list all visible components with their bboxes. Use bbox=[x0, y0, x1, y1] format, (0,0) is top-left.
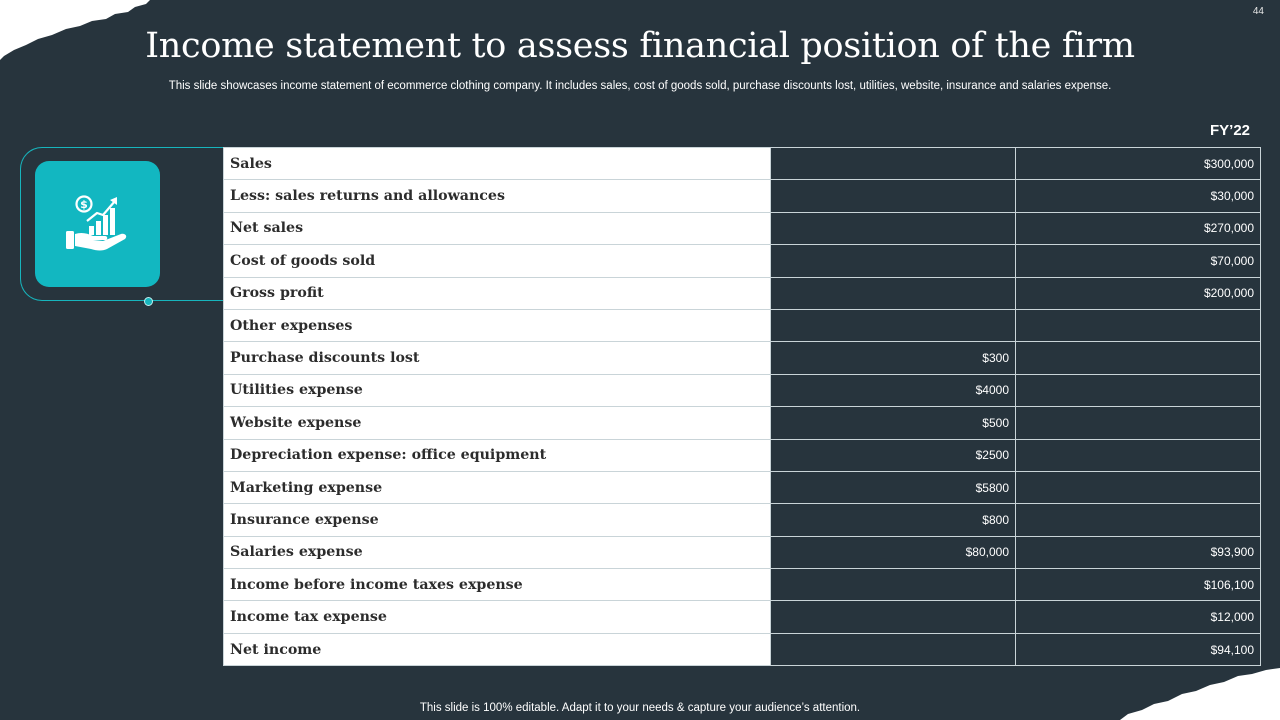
icon-tile bbox=[35, 161, 160, 287]
row-amount-total: $106,100 bbox=[1016, 569, 1261, 601]
row-label: Gross profit bbox=[224, 277, 771, 309]
row-label: Salaries expense bbox=[224, 536, 771, 568]
table-row bbox=[224, 633, 1261, 665]
table-row bbox=[224, 309, 1261, 341]
row-amount-total bbox=[1016, 309, 1261, 341]
table-row bbox=[224, 374, 1261, 406]
row-label: Income tax expense bbox=[224, 601, 771, 633]
row-label: Net income bbox=[224, 633, 771, 665]
row-amount-detail bbox=[771, 245, 1016, 277]
income-statement-table bbox=[223, 147, 1261, 666]
row-amount-total: $300,000 bbox=[1016, 148, 1261, 180]
row-amount-detail bbox=[771, 148, 1016, 180]
hand-money-growth-icon bbox=[65, 193, 131, 255]
row-amount-total bbox=[1016, 471, 1261, 503]
row-amount-detail bbox=[771, 569, 1016, 601]
row-amount-detail bbox=[771, 212, 1016, 244]
row-label: Less: sales returns and allowances bbox=[224, 180, 771, 212]
row-amount-detail: $4000 bbox=[771, 374, 1016, 406]
row-amount-total bbox=[1016, 504, 1261, 536]
row-amount-detail: $300 bbox=[771, 342, 1016, 374]
table-row bbox=[224, 277, 1261, 309]
row-label: Purchase discounts lost bbox=[224, 342, 771, 374]
row-label: Sales bbox=[224, 148, 771, 180]
table-row bbox=[224, 439, 1261, 471]
row-amount-detail: $2500 bbox=[771, 439, 1016, 471]
table-row bbox=[224, 180, 1261, 212]
row-label: Depreciation expense: office equipment bbox=[224, 439, 771, 471]
row-label: Marketing expense bbox=[224, 471, 771, 503]
page-title: Income statement to assess financial position of the firm bbox=[145, 26, 1135, 66]
table-row bbox=[224, 504, 1261, 536]
row-amount-detail: $800 bbox=[771, 504, 1016, 536]
row-amount-detail: $500 bbox=[771, 407, 1016, 439]
table-row bbox=[224, 569, 1261, 601]
table-row bbox=[224, 148, 1261, 180]
dollar-symbol: $ bbox=[79, 198, 88, 212]
table-row bbox=[224, 342, 1261, 374]
row-label: Utilities expense bbox=[224, 374, 771, 406]
row-amount-detail: $80,000 bbox=[771, 536, 1016, 568]
page-subtitle: This slide showcases income statement of ecommerce clothing company. It includes sales, cost of goods sold, purchase discounts lost, utilities, website, insurance and salaries expense. bbox=[168, 80, 1112, 92]
table-row bbox=[224, 212, 1261, 244]
row-label: Net sales bbox=[224, 212, 771, 244]
footer-note: This slide is 100% editable. Adapt it to your needs & capture your audience’s attention. bbox=[419, 702, 861, 714]
row-amount-total: $70,000 bbox=[1016, 245, 1261, 277]
row-label: Website expense bbox=[224, 407, 771, 439]
row-amount-detail bbox=[771, 633, 1016, 665]
row-amount-total: $30,000 bbox=[1016, 180, 1261, 212]
frame-connector-dot bbox=[144, 297, 153, 306]
row-label: Insurance expense bbox=[224, 504, 771, 536]
table-row bbox=[224, 245, 1261, 277]
row-label: Cost of goods sold bbox=[224, 245, 771, 277]
row-amount-total: $270,000 bbox=[1016, 212, 1261, 244]
row-amount-total: $200,000 bbox=[1016, 277, 1261, 309]
row-amount-detail bbox=[771, 601, 1016, 633]
table-row bbox=[224, 601, 1261, 633]
row-amount-detail: $5800 bbox=[771, 471, 1016, 503]
row-amount-total bbox=[1016, 439, 1261, 471]
row-amount-detail bbox=[771, 277, 1016, 309]
row-amount-total bbox=[1016, 342, 1261, 374]
row-amount-detail bbox=[771, 180, 1016, 212]
row-amount-total: $12,000 bbox=[1016, 601, 1261, 633]
row-amount-total: $94,100 bbox=[1016, 633, 1261, 665]
page-number: 44 bbox=[1252, 6, 1264, 17]
table-row bbox=[224, 536, 1261, 568]
fiscal-year-header: FY’22 bbox=[1209, 122, 1251, 139]
table-row bbox=[224, 407, 1261, 439]
row-amount-total bbox=[1016, 407, 1261, 439]
row-amount-total bbox=[1016, 374, 1261, 406]
row-amount-total: $93,900 bbox=[1016, 536, 1261, 568]
row-label: Other expenses bbox=[224, 309, 771, 341]
row-label: Income before income taxes expense bbox=[224, 569, 771, 601]
table-row bbox=[224, 471, 1261, 503]
row-amount-detail bbox=[771, 309, 1016, 341]
